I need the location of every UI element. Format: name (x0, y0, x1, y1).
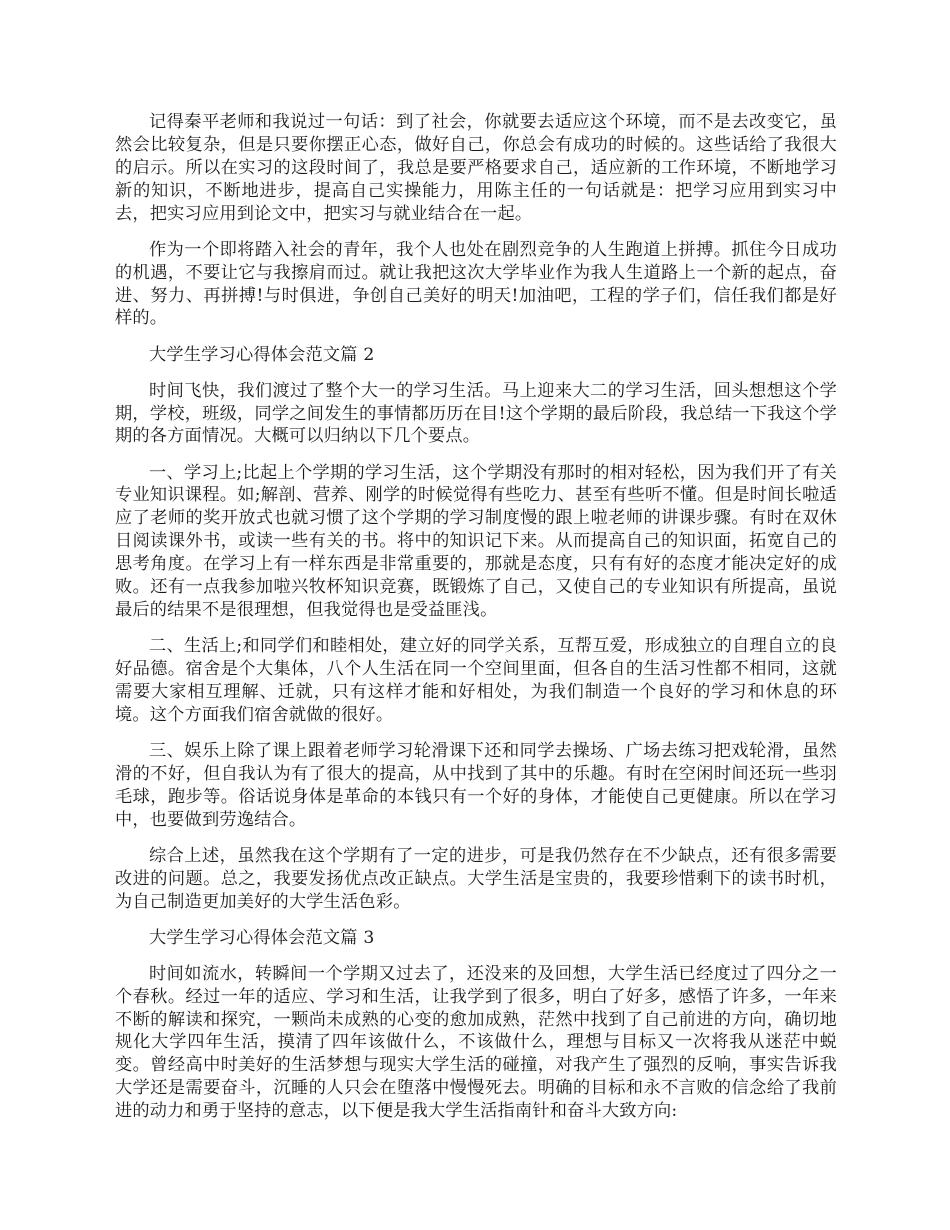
section-heading-3: 大学生学习心得体会范文篇 3 (149, 927, 375, 948)
section-heading-2: 大学生学习心得体会范文篇 2 (149, 344, 375, 365)
paragraph-intro-3: 时间如流水，转瞬间一个学期又过去了，还没来的及回想，大学生活已经度过了四分之一个春秋。经过一年的适应、学习和生活，让我学到了很多，明白了好多，感悟了许多，一年来不断的解读和探究，一颗尚未成熟的心变的愈加成熟，茫然中找到了自己前进的方向，确切地规化大学四年生活，摸清了四年该做什么，不该做什么，理想与目标又一次将我从迷茫中蜕变。曾经高中时美好的生活梦想与现实大学生活的碰撞，对我产生了强烈的反响，事实告诉我大学还是需要奋斗，沉睡的人只会在堕落中慢慢死去。明确的目标和永不言败的信念给了我前进的动力和勇于坚持的意志，以下便是我大学生活指南针和奋斗大致方向: (115, 963, 837, 1122)
paragraph-leisure: 三、娱乐上除了课上跟着老师学习轮滑课下还和同学去操场、广场去练习把戏轮滑，虽然滑的不好，但自我认为有了很大的提高，从中找到了其中的乐趣。有时在空闲时间还玩一些羽毛球，跑步等。俗话说身体是革命的本钱只有一个好的身体，才能使自己更健康。所以在学习中，也要做到劳逸结合。 (115, 740, 837, 830)
paragraph-study: 一、学习上;比起上个学期的学习生活，这个学期没有那时的相对轻松，因为我们开了有关专业知识课程。如;解剖、营养、刚学的时候觉得有些吃力、甚至有些听不懂。但是时间长啦适应了老师的奖开放式也就习惯了这个学期的学习制度慢的跟上啦老师的讲课步骤。有时在双休日阅读课外书，或读一些有关的书。将中的知识记下来。从而提高自己的知识面，拓宽自己的思考角度。在学习上有一样东西是非常重要的，那就是态度，只有有好的态度才能决定好的成败。还有一点我参加啦兴牧杯知识竞赛，既锻炼了自己，又使自己的专业知识有所提高，虽说最后的结果不是很理想，但我觉得也是受益匪浅。 (115, 462, 837, 620)
paragraph-intro-2: 时间飞快，我们渡过了整个大一的学习生活。马上迎来大二的学习生活，回头想想这个学期，学校，班级，同学之间发生的事情都历历在目!这个学期的最后阶段，我总结一下我这个学期的各方面情况。大概可以归纳以下几个要点。 (115, 380, 837, 447)
paragraph-future: 作为一个即将踏入社会的青年，我个人也处在剧烈竞争的人生跑道上拼搏。抓住今日成功的机遇，不要让它与我擦肩而过。就让我把这次大学毕业作为我人生道路上一个新的起点，奋进、努力、再拼搏!与时俱进，争创自己美好的明天!加油吧，工程的学子们，信任我们都是好样的。 (115, 239, 837, 329)
paragraph-advice: 记得秦平老师和我说过一句话：到了社会，你就要去适应这个环境，而不是去改变它，虽然会比较复杂，但是只要你摆正心态，做好自己，你总会有成功的时候的。这些话给了我很大的启示。所以在实习的这段时间了，我总是要严格要求自己，适应新的工作环境，不断地学习新的知识，不断地进步，提高自己实操能力，用陈主任的一句话就是：把学习应用到实习中去，把实习应用到论文中，把实习与就业结合在一起。 (115, 112, 837, 224)
paragraph-life: 二、生活上;和同学们和睦相处，建立好的同学关系，互帮互爱，形成独立的自理自立的良好品德。宿舍是个大集体，八个人生活在同一个空间里面，但各自的生活习性都不相同，这就需要大家相互理解、迁就，只有这样才能和好相处，为我们制造一个良好的学习和休息的环境。这个方面我们宿舍就做的很好。 (115, 636, 837, 725)
paragraph-summary: 综合上述，虽然我在这个学期有了一定的进步，可是我仍然存在不少缺点，还有很多需要改进的问题。总之，我要发扬优点改正缺点。大学生活是宝贵的，我要珍惜剩下的读书时机，为自己制造更加美好的大学生活色彩。 (115, 845, 837, 912)
document-body (115, 111, 837, 1136)
